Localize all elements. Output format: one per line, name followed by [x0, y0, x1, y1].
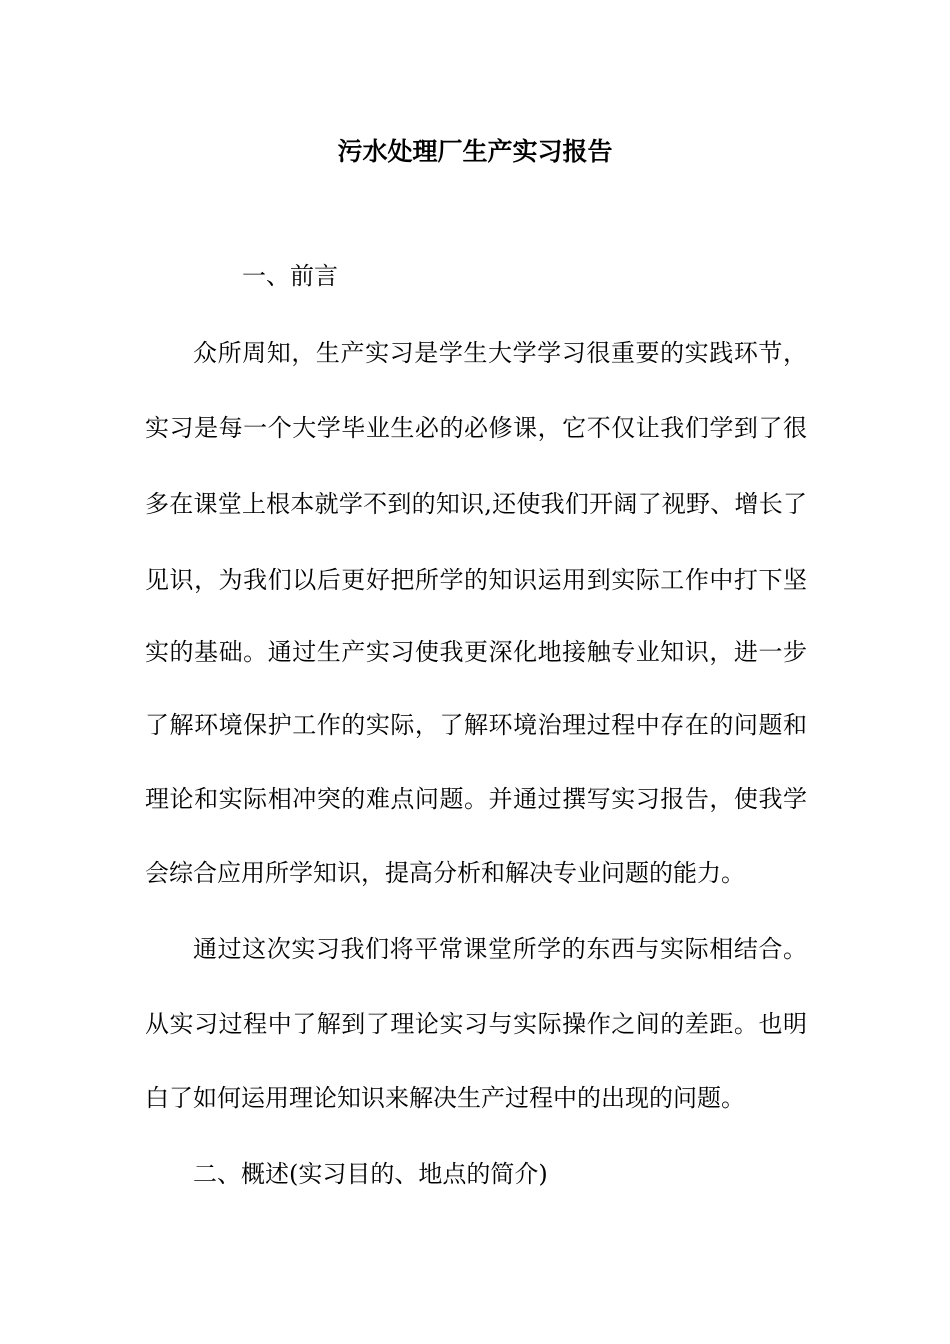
paragraph-line: 实习是每一个大学毕业生必的必修课，它不仅让我们学到了很: [145, 414, 807, 442]
paragraph-line: 见识，为我们以后更好把所学的知识运用到实际工作中打下坚: [145, 566, 807, 594]
paragraph-line: 实的基础。通过生产实习使我更深化地接触专业知识，进一步: [145, 638, 807, 666]
section-heading-preface: 一、前言: [242, 262, 338, 290]
paragraph-line: 白了如何运用理论知识来解决生产过程中的出现的问题。: [145, 1084, 745, 1112]
paragraph-line: 会综合应用所学知识，提高分析和解决专业问题的能力。: [145, 859, 745, 887]
paragraph-line: 从实习过程中了解到了理论实习与实际操作之间的差距。也明: [145, 1010, 807, 1038]
paragraph-line: 通过这次实习我们将平常课堂所学的东西与实际相结合。: [193, 935, 807, 963]
section-heading-overview: 二、概述(实习目的、地点的简介): [193, 1160, 548, 1188]
document-title: 污水处理厂生产实习报告: [337, 137, 613, 166]
paragraph-line: 众所周知，生产实习是学生大学学习很重要的实践环节，: [193, 339, 807, 367]
paragraph-line: 理论和实际相冲突的难点问题。并通过撰写实习报告，使我学: [145, 785, 807, 813]
paragraph-line: 多在课堂上根本就学不到的知识,还使我们开阔了视野、增长了: [145, 490, 807, 518]
paragraph-line: 了解环境保护工作的实际，了解环境治理过程中存在的问题和: [145, 711, 807, 739]
